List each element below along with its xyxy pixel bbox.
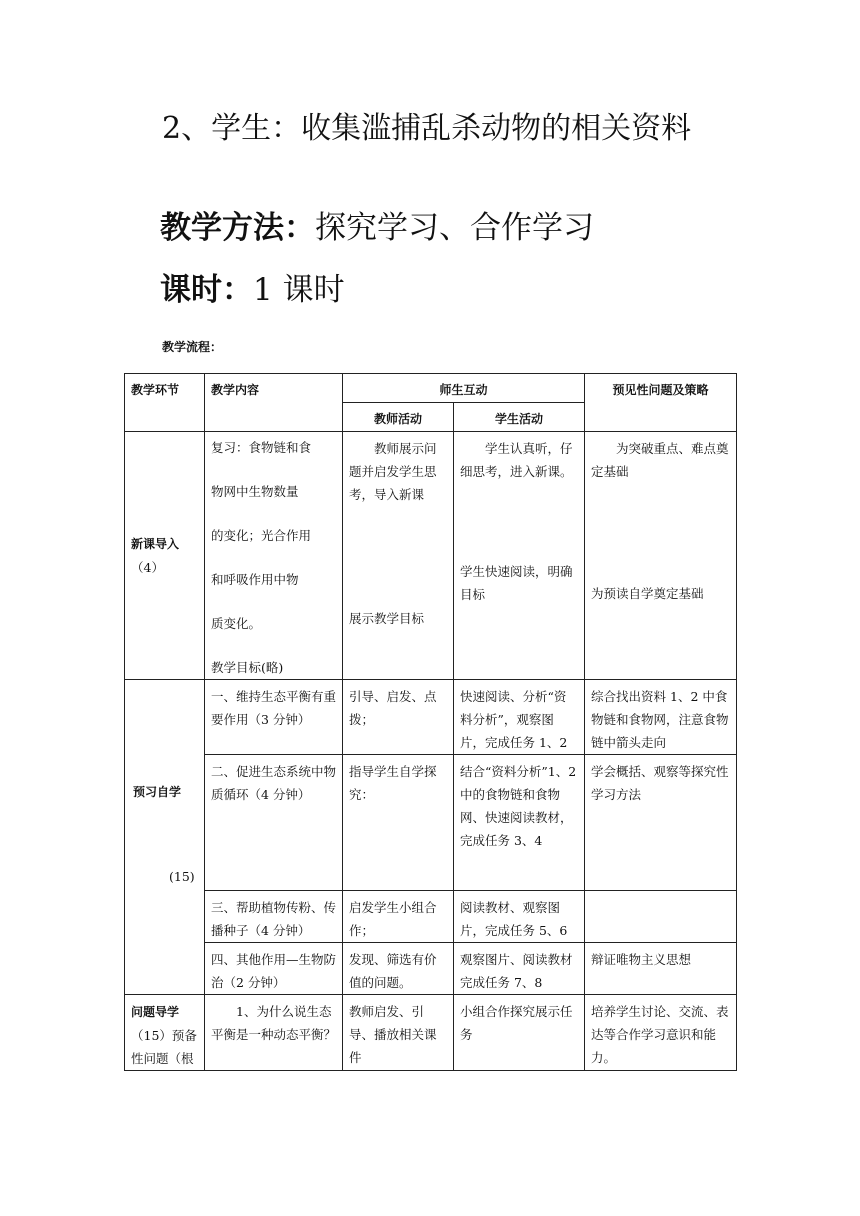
student-cell: 结合“资料分析”1、2 中的食物链和食物网、快速阅读教材，完成任务 3、4 <box>454 755 585 891</box>
student-cell: 观察图片、阅读教材完成任务 7、8 <box>454 943 585 995</box>
stage-cell <box>125 995 205 1071</box>
teacher-cell: 发现、筛选有价值的问题。 <box>343 943 454 995</box>
content-line: 和呼吸作用中物 <box>211 572 299 587</box>
teacher-activity: 展示教学目标 <box>349 611 425 626</box>
strategy-cell: 学会概括、观察等探究性学习方法 <box>585 755 737 891</box>
strategy-cell: 辩证唯物主义思想 <box>585 943 737 995</box>
header-content: 教学内容 <box>205 374 343 432</box>
students-prep-paragraph: 2、学生：收集滥捕乱杀动物的相关资料 <box>162 111 692 146</box>
header-student: 学生活动 <box>454 403 585 432</box>
table-row <box>125 680 737 755</box>
table-header-row <box>125 374 737 403</box>
header-interaction: 师生互动 <box>343 374 585 403</box>
table-row <box>125 891 737 943</box>
class-hours-value: 1 课时 <box>253 272 345 308</box>
student-cell <box>454 432 585 680</box>
content-cell: 四、其他作用—生物防治（2 分钟） <box>205 943 343 995</box>
student-cell: 阅读教材、观察图片，完成任务 5、6 <box>454 891 585 943</box>
class-hours-label: 课时： <box>160 272 253 308</box>
teacher-cell: 教师启发、引导、播放相关课件 <box>343 995 454 1071</box>
teacher-activity: 教师展示问题并启发学生思考，导入新课 <box>349 441 437 502</box>
stage-time: （4） <box>131 559 164 575</box>
strategy-cell <box>585 891 737 943</box>
table-row <box>125 432 737 680</box>
teaching-method-label: 教学方法： <box>160 210 315 246</box>
teacher-cell: 指导学生自学探究： <box>343 755 454 891</box>
student-activity: 学生认真听，仔细思考，进入新课。 <box>460 441 573 479</box>
student-cell: 小组合作探究展示任务 <box>454 995 585 1071</box>
student-activity: 学生快速阅读，明确目标 <box>460 564 573 602</box>
header-stage: 教学环节 <box>125 374 205 432</box>
content-cell: 二、促进生态系统中物质循环（4 分钟） <box>205 755 343 891</box>
content-line: 质变化。 <box>211 616 262 631</box>
strategy-text: 为预读自学奠定基础 <box>591 586 704 601</box>
content-line: 物网中生物数量 <box>211 484 299 499</box>
header-strategy: 预见性问题及策略 <box>585 374 737 432</box>
stage-name: 预习自学 <box>133 785 182 799</box>
table-row <box>125 943 737 995</box>
stage-time: （15）预备性问题（根 <box>131 1028 197 1066</box>
strategy-cell: 培养学生讨论、交流、表达等合作学习意识和能力。 <box>585 995 737 1071</box>
content-line: 教学目标(略) <box>211 660 284 675</box>
teaching-flow-label: 教学流程： <box>162 340 223 354</box>
table-row <box>125 755 737 891</box>
stage-name: 新课导入 <box>131 536 180 551</box>
stage-name: 问题导学 <box>131 1005 180 1019</box>
teacher-cell <box>343 432 454 680</box>
header-teacher: 教师活动 <box>343 403 454 432</box>
content-line: 复习：食物链和食 <box>211 440 312 455</box>
lesson-flow-table <box>124 373 737 1071</box>
strategy-cell: 综合找出资料 1、2 中食物链和食物网，注意食物链中箭头走向 <box>585 680 737 755</box>
table-row <box>125 995 737 1071</box>
content-cell: 1、为什么说生态平衡是一种动态平衡？ <box>205 995 343 1071</box>
teacher-cell: 启发学生小组合作； <box>343 891 454 943</box>
teaching-method-value: 探究学习、合作学习 <box>315 210 594 246</box>
strategy-text: 为突破重点、难点奠定基础 <box>591 441 729 479</box>
teaching-method-line <box>160 208 594 248</box>
strategy-cell <box>585 432 737 680</box>
teacher-cell: 引导、启发、点拨； <box>343 680 454 755</box>
stage-cell <box>125 432 205 680</box>
content-cell: 一、维持生态平衡有重要作用（3 分钟） <box>205 680 343 755</box>
stage-cell <box>125 680 205 995</box>
content-line: 的变化；光合作用 <box>211 528 312 543</box>
content-cell: 三、帮助植物传粉、传播种子（4 分钟） <box>205 891 343 943</box>
class-hours-line <box>160 270 345 310</box>
student-cell: 快速阅读、分析“资料分析”，观察图片，完成任务 1、2 <box>454 680 585 755</box>
stage-time: (15) <box>169 869 195 884</box>
content-cell <box>205 432 343 680</box>
